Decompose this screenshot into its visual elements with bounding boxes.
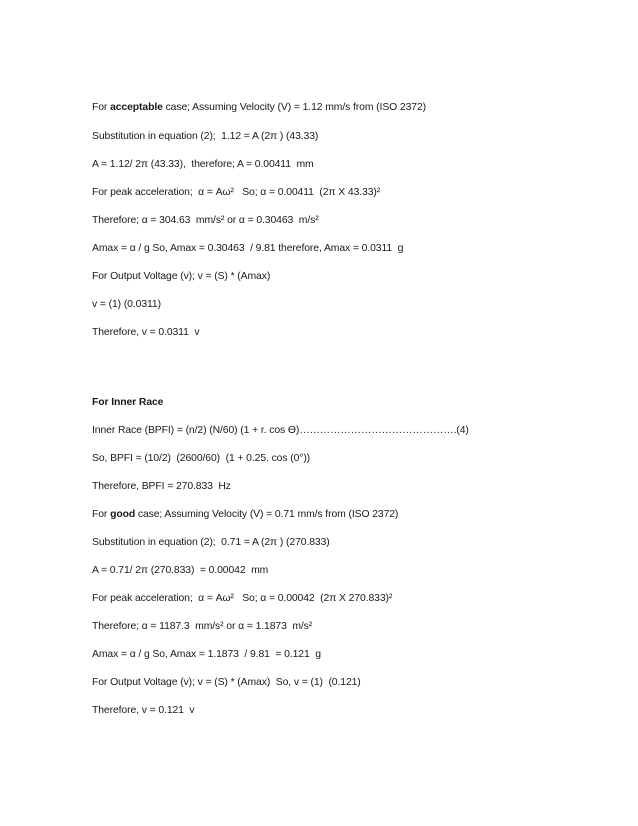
good-case-line <box>92 508 398 521</box>
amplitude-line-1: A = 1.12/ 2π (43.33), therefore; A = 0.00411 mm <box>92 159 314 170</box>
acceptable-prefix: For <box>92 102 111 113</box>
amax-line-1: Amax = α / g So, Amax = 0.30463 / 9.81 therefore, Amax = 0.0311 g <box>92 243 404 254</box>
acceptable-suffix: case; Assuming Velocity (V) = 1.12 mm/s from (ISO 2372) <box>162 102 427 113</box>
amplitude-line-2: A = 0.71/ 2π (270.833) = 0.00042 mm <box>92 565 269 576</box>
voltage-result-line-1: Therefore, v = 0.0311 v <box>92 327 200 338</box>
substitution-line-2: Substitution in equation (2); 0.71 = A (2π ) (270.833) <box>92 537 330 548</box>
bpfi-formula-line: Inner Race (BPFI) = (n/2) (N/60) (1 + r. cos ϴ)……………………………………….(4) <box>92 425 469 436</box>
voltage-calc-line-1: v = (1) (0.0311) <box>92 299 161 310</box>
substitution-line-1: Substitution in equation (2); 1.12 = A (2π ) (43.33) <box>92 131 319 142</box>
good-prefix: For <box>92 509 111 520</box>
good-keyword: good <box>110 509 136 520</box>
acceptable-keyword: acceptable <box>110 102 163 113</box>
output-voltage-line-2: For Output Voltage (v); v = (S) * (Amax) So, v = (1) (0.121) <box>92 677 361 688</box>
inner-race-heading: For Inner Race <box>92 397 164 408</box>
acceleration-result-line-2: Therefore; α = 1187.3 mm/s² or α = 1.1873 m/s² <box>92 621 313 632</box>
voltage-result-line-2: Therefore, v = 0.121 v <box>92 705 195 716</box>
good-suffix: case; Assuming Velocity (V) = 0.71 mm/s from (ISO 2372) <box>135 509 399 520</box>
output-voltage-line-1: For Output Voltage (v); v = (S) * (Amax) <box>92 271 271 282</box>
bpfi-result-line: Therefore, BPFI = 270.833 Hz <box>92 481 231 492</box>
peak-acceleration-line-2: For peak acceleration; α = Aω² So; α = 0.00042 (2π X 270.833)² <box>92 593 393 604</box>
peak-acceleration-line-1: For peak acceleration; α = Aω² So; α = 0.00411 (2π X 43.33)² <box>92 187 381 198</box>
amax-line-2: Amax = α / g So, Amax = 1.1873 / 9.81 = 0.121 g <box>92 649 321 660</box>
acceleration-result-line-1: Therefore; α = 304.63 mm/s² or α = 0.30463 m/s² <box>92 215 319 226</box>
acceptable-case-line <box>92 101 426 114</box>
bpfi-substitution-line: So, BPFI = (10/2) (2600/60) (1 + 0.25. cos (0°)) <box>92 453 311 464</box>
